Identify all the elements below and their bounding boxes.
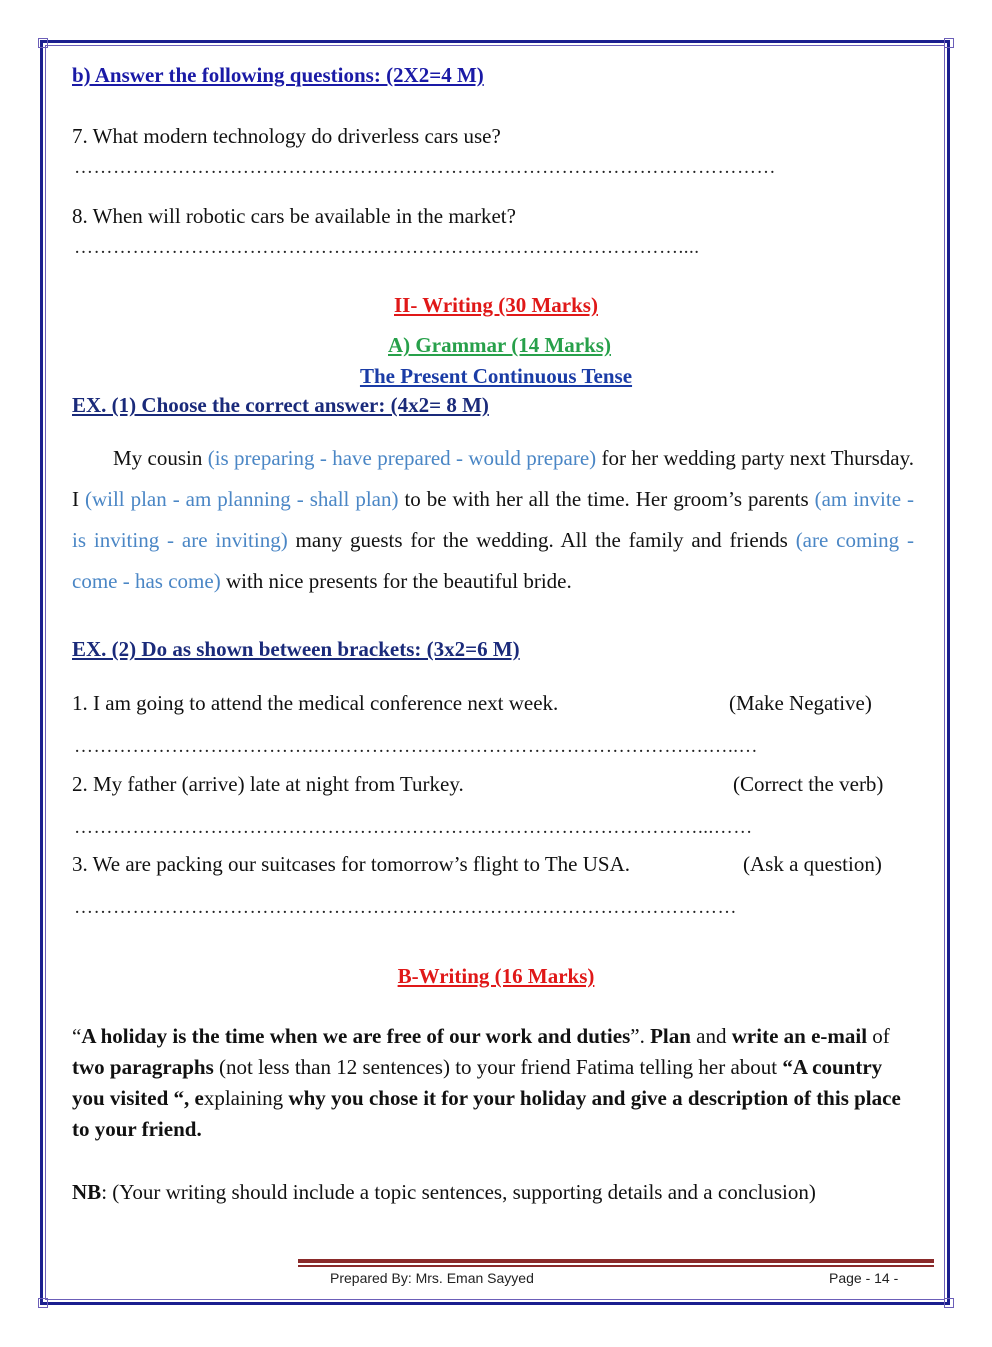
ex2-item-1-text: 1. I am going to attend the medical conference next week. (72, 691, 559, 715)
section-b-heading: b) Answer the following questions: (2X2=4 M) (72, 63, 484, 87)
nb-label: NB (72, 1180, 102, 1204)
ex2-answer-line-2: ……………………………………………………………………………………...…… (74, 817, 753, 838)
ex2-heading: EX. (2) Do as shown between brackets: (3x2=6 M) (72, 637, 520, 661)
prompt-text: of (867, 1024, 890, 1048)
prompt-bold: Plan (650, 1024, 691, 1048)
prompt-bold: two paragraphs (72, 1055, 214, 1079)
nb-note (72, 1180, 816, 1205)
ex1-text: many guests for the wedding. All the family and friends (287, 528, 796, 552)
border-corner (38, 1298, 48, 1308)
answer-line-8: ………………………………………………………………………………….... (74, 237, 700, 258)
ex1-choice-4: (are coming - come - has come) (72, 528, 914, 593)
border-corner (944, 38, 954, 48)
ex1-text: My cousin (113, 446, 208, 470)
ex1-choice-3: (am invite - is inviting - are inviting) (72, 487, 915, 552)
writing-section-title-text: II- Writing (30 Marks) (394, 293, 598, 317)
prompt-text: and (690, 1024, 732, 1048)
ex2-answer-line-3: ………………………………………………………………………………………… (74, 897, 737, 918)
nb-text: : (Your writing should include a topic sentences, supporting details and a conclusion) (101, 1180, 816, 1204)
border-corner (944, 1298, 954, 1308)
b-writing-title-text: B-Writing (16 Marks) (397, 964, 595, 988)
ex2-item-1-instruction: (Make Negative) (729, 691, 872, 715)
prompt-bold: write an e-mail (731, 1024, 868, 1048)
footer-page-number: Page - 14 - (829, 1270, 899, 1286)
ex2-answer-line-1: ……………………………….…………………………………………………….…..… (74, 736, 758, 757)
prompt-text: ”. (630, 1024, 651, 1048)
ex2-item-3-text: 3. We are packing our suitcases for tomorrow’s flight to The USA. (72, 852, 631, 876)
tense-title-text: The Present Continuous Tense (359, 364, 633, 388)
footer-rule-thin (298, 1265, 934, 1267)
grammar-title: A) Grammar (14 Marks) (388, 333, 611, 357)
border-corner (38, 38, 48, 48)
question-8: 8. When will robotic cars be available in the market? (72, 204, 516, 228)
ex1-choice-1: (is preparing - have prepared - would prepare) (207, 446, 597, 470)
prompt-text: (not less than 12 sentences) to your friend Fatima telling her about (213, 1055, 783, 1079)
ex2-item-2-instruction: (Correct the verb) (733, 772, 884, 796)
prompt-text: “ (72, 1024, 82, 1048)
ex1-paragraph (72, 438, 914, 602)
footer-prepared-by: Prepared By: Mrs. Eman Sayyed (330, 1270, 534, 1286)
ex1-choice-2: (will plan - am planning - shall plan) (84, 487, 399, 511)
question-7: 7. What modern technology do driverless cars use? (72, 124, 501, 148)
prompt-text: xplaining (203, 1086, 289, 1110)
ex1-text: to be with her all the time. Her groom’s parents (398, 487, 815, 511)
ex1-text: for her wedding party next Thursday. I (72, 446, 915, 511)
writing-prompt (72, 1021, 917, 1145)
writing-section-title (0, 293, 992, 318)
b-writing-title (0, 964, 992, 989)
prompt-bold: “A country you visited “, e (72, 1055, 883, 1110)
prompt-bold: why you chose it for your holiday and give a description of this place to your friend. (72, 1086, 901, 1141)
ex1-heading: EX. (1) Choose the correct answer: (4x2= 8 M) (72, 393, 489, 417)
footer-rule (298, 1259, 934, 1263)
ex2-item-3-instruction: (Ask a question) (743, 852, 882, 876)
ex1-text: with nice presents for the beautiful bride. (220, 569, 572, 593)
prompt-bold: A holiday is the time when we are free of our work and duties (81, 1024, 631, 1048)
answer-line-7: ……………………………………………………………………………………………… (74, 157, 776, 178)
ex2-item-2-text: 2. My father (arrive) late at night from Turkey. (72, 772, 464, 796)
tense-title (0, 364, 992, 389)
